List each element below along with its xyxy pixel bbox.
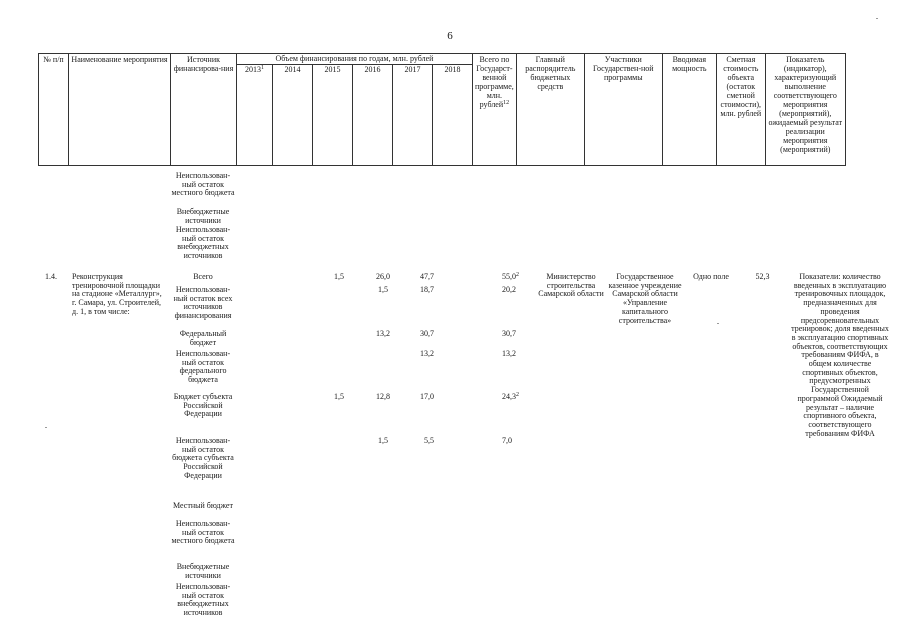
source-label: Бюджет субъекта Российской Федерации (173, 392, 233, 419)
cell-2016: 1,5 (378, 285, 388, 294)
header-capacity: Вводимая мощность (662, 54, 716, 166)
cell-2016: 26,0 (376, 272, 390, 281)
row-manager: Министерство строительства Самарской области (538, 272, 604, 299)
header-year-2014: 2014 (273, 65, 313, 166)
header-year-2017: 2017 (393, 65, 433, 166)
source-label: Неиспользован-ный остаток всех источников финансирования (173, 285, 233, 321)
row-cost: 52,3 (755, 272, 770, 281)
cell-2015: 1,5 (334, 392, 344, 401)
source-label: Местный бюджет (173, 501, 233, 510)
cell-2016: 12,8 (376, 392, 390, 401)
row-indicator: Показатели: количество введенных в эксплуатацию тренировочных площадок, предназначенных для проведения предсоревновательных тренировок; доля введенных в эксплуатацию спортивных объектов, соответствующих требованиям ФИФА, в общем количестве спортивных объектов, предусмотренных Государственной программой Ожидаемый результат – наличие спортивного объекта, соответствующего требованиям ФИФА (791, 272, 889, 438)
row-participant: Государственное казенное учреждение Самарской области «Управление капитального строительства» (608, 272, 682, 325)
header-cost: Сметная стоимость объекта (остаток сметной стоимости), млн. рублей (716, 54, 765, 166)
page-number: 6 (447, 30, 453, 42)
source-label: Неиспользован-ный остаток местного бюджета (171, 519, 235, 546)
header-participants: Участники Государствен-ной программы (584, 54, 662, 166)
header-num: № п/п (39, 54, 69, 166)
source-label: Всего (193, 272, 213, 281)
cell-total: 13,2 (502, 349, 516, 358)
source-label: Внебюджетные источники (176, 562, 230, 580)
cell-2016: 13,2 (376, 329, 390, 338)
cell-2015: 1,5 (334, 272, 344, 281)
source-label: Неиспользован-ный остаток бюджета субъекта Российской Федерации (172, 436, 234, 480)
cell-total: 7,0 (502, 436, 512, 445)
header-manager: Главный распорядитель бюджетных средств (516, 54, 584, 166)
source-label: Неиспользован-ный остаток федерального бюджета (175, 349, 231, 385)
top-source-2: Внебюджетные источники (176, 207, 230, 225)
row-name: Реконструкция тренировочной площадки на стадионе «Металлург», г. Самара, ул. Строителей, д. 1, в том числе: (72, 272, 162, 316)
header-year-2018: 2018 (433, 65, 473, 166)
cell-2016: 1,5 (378, 436, 388, 445)
header-total: Всего по Государст-венной программе, млн. рублей$^{12}$ (473, 54, 517, 166)
cell-2017: 13,2 (420, 349, 434, 358)
scan-speck (876, 18, 878, 19)
row-number: 1.4. (45, 272, 57, 281)
cell-2017: 17,0 (420, 392, 434, 401)
scan-speck (45, 427, 47, 428)
top-source-1: Неиспользован-ный остаток местного бюджета (171, 171, 235, 198)
header-name: Наименование мероприятия (69, 54, 171, 166)
source-label: Неиспользован-ный остаток внебюджетных источников (175, 582, 231, 618)
cell-total: 20,2 (502, 285, 516, 294)
source-label: Федеральный бюджет (179, 329, 227, 347)
header-year-2016: 2016 (353, 65, 393, 166)
cell-2017: 18,7 (420, 285, 434, 294)
cell-2017: 5,5 (424, 436, 434, 445)
cell-total: 30,7 (502, 329, 516, 338)
header-year-2013: 2013$^1$ (237, 65, 273, 166)
cell-total: 24,3$^2$ (502, 392, 519, 401)
cell-2017: 47,7 (420, 272, 434, 281)
scan-speck (717, 323, 719, 324)
top-source-3: Неиспользован-ный остаток внебюджетных источников (175, 225, 231, 261)
header-funding: Объем финансирования по годам, млн. рублей (237, 54, 473, 65)
row-capacity: Одно поле (693, 272, 729, 281)
header-source: Источник финансирова-ния (171, 54, 237, 166)
cell-total: 55,0$^2$ (502, 272, 519, 281)
header-indicator: Показатель (индикатор), характеризующий выполнение соответствующего мероприятия (мероприятий), ожидаемый результат реализации мероприятия (мероприятий) (765, 54, 845, 166)
header-year-2015: 2015 (313, 65, 353, 166)
cell-2017: 30,7 (420, 329, 434, 338)
